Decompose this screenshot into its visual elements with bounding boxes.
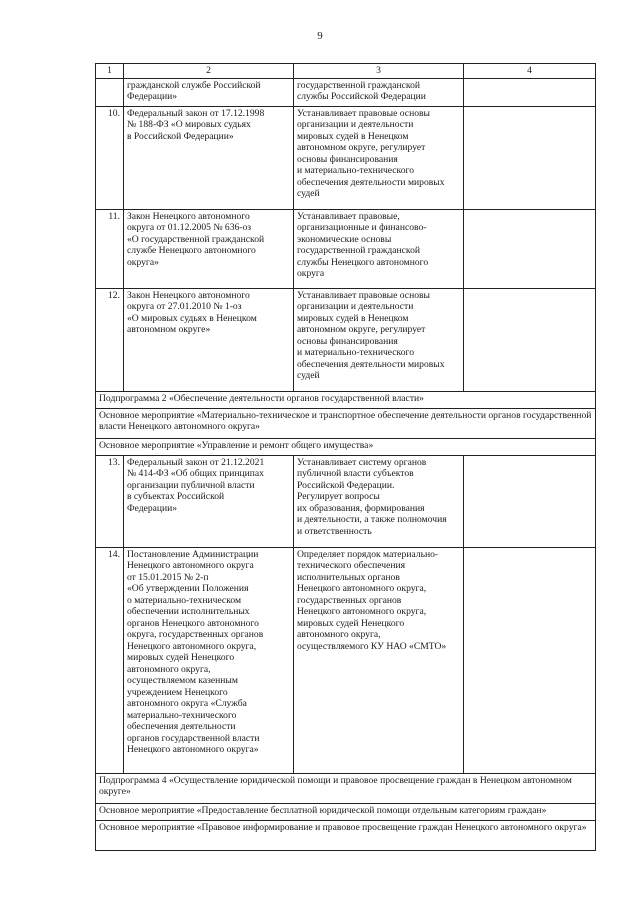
row-number: 12. — [96, 288, 124, 391]
header-row — [96, 64, 596, 79]
row-number: 14. — [96, 547, 124, 773]
subprogram-2-heading: Подпрограмма 2 «Обеспечение деятельности органов государственной власти» — [96, 391, 596, 408]
row-law: Федеральный закон от 21.12.2021 № 414-ФЗ «Об общих принципах организации публичной власти в субъектах Российской Федерации» — [124, 455, 294, 547]
table-row — [96, 455, 596, 547]
header-col-3: 3 — [294, 64, 464, 79]
section-row — [96, 820, 596, 850]
continuation-purpose: государственной гражданской службы Российской Федерации — [294, 78, 464, 106]
header-col-2: 2 — [124, 64, 294, 79]
table-row — [96, 106, 596, 209]
row-purpose: Устанавливает правовые, организационные и финансово- экономические основы государственной гражданской службы Ненецкого автономного округа — [294, 209, 464, 288]
legal-acts-table — [95, 63, 596, 851]
row-number: 13. — [96, 455, 124, 547]
row-col4 — [464, 209, 596, 288]
row-number: 10. — [96, 106, 124, 209]
row-law: Закон Ненецкого автономного округа от 01.12.2005 № 636-оз «О государственной гражданской службе Ненецкого автономного округа» — [124, 209, 294, 288]
row-purpose: Устанавливает систему органов публичной власти субъектов Российской Федерации. Регулирует вопросы их образования, формирования и деятельности, а также полномочия и ответственность — [294, 455, 464, 547]
row-purpose: Определяет порядок материально- технического обеспечения исполнительных органов Ненецкого автономного округа, государственных органов Ненецкого автономного округа, мировых судей Ненецкого автономного округа, осуществляемого КУ НАО «СМТО» — [294, 547, 464, 773]
section-row — [96, 773, 596, 803]
section-row — [96, 803, 596, 820]
section-row — [96, 438, 596, 455]
activity-mto-heading: Основное мероприятие «Материально-техническое и транспортное обеспечение деятельности органов государственной власти Ненецкого автономного округа» — [96, 408, 596, 438]
continuation-law: гражданской службе Российской Федерации» — [124, 78, 294, 106]
header-col-4: 4 — [464, 64, 596, 79]
page-number: 9 — [317, 30, 323, 42]
table-row — [96, 547, 596, 773]
row-law: Закон Ненецкого автономного округа от 27.01.2010 № 1-оз «О мировых судьях в Ненецком автономном округе» — [124, 288, 294, 391]
header-col-1: 1 — [96, 64, 124, 79]
activity-property-heading: Основное мероприятие «Управление и ремонт общего имущества» — [96, 438, 596, 455]
row-col4 — [464, 455, 596, 547]
continuation-num — [96, 78, 124, 106]
row-number: 11. — [96, 209, 124, 288]
row-purpose: Устанавливает правовые основы организации и деятельности мировых судей в Ненецком автономном округе, регулирует основы финансирования и материально-технического обеспечения деятельности мировых судей — [294, 288, 464, 391]
row-purpose: Устанавливает правовые основы организации и деятельности мировых судей в Ненецком автономном округе, регулирует основы финансирования и материально-технического обеспечения деятельности мировых судей — [294, 106, 464, 209]
continuation-col4 — [464, 78, 596, 106]
row-col4 — [464, 288, 596, 391]
row-col4 — [464, 106, 596, 209]
activity-free-legal-heading: Основное мероприятие «Предоставление бесплатной юридической помощи отдельным категориям граждан» — [96, 803, 596, 820]
section-row — [96, 408, 596, 438]
table-row — [96, 288, 596, 391]
row-col4 — [464, 547, 596, 773]
row-law: Федеральный закон от 17.12.1998 № 188-ФЗ «О мировых судьях в Российской Федерации» — [124, 106, 294, 209]
table-row — [96, 209, 596, 288]
activity-legal-info-heading: Основное мероприятие «Правовое информирование и правовое просвещение граждан Ненецкого автономного округа» — [96, 820, 596, 850]
section-row — [96, 391, 596, 408]
row-law: Постановление Администрации Ненецкого автономного округа от 15.01.2015 № 2-п «Об утверждении Положения о материально-техническом обеспечении исполнительных органов Ненецкого автономного округа, государственных органов Ненецкого автономного округа, мировых судей Ненецкого автономного округа, осуществляемом казенным учреждением Ненецкого автономного округа «Служба материально-технического обеспечения деятельности органов государственной власти Ненецкого автономного округа» — [124, 547, 294, 773]
continuation-row — [96, 78, 596, 106]
subprogram-4-heading: Подпрограмма 4 «Осуществление юридической помощи и правовое просвещение граждан в Ненецком автономном округе» — [96, 773, 596, 803]
